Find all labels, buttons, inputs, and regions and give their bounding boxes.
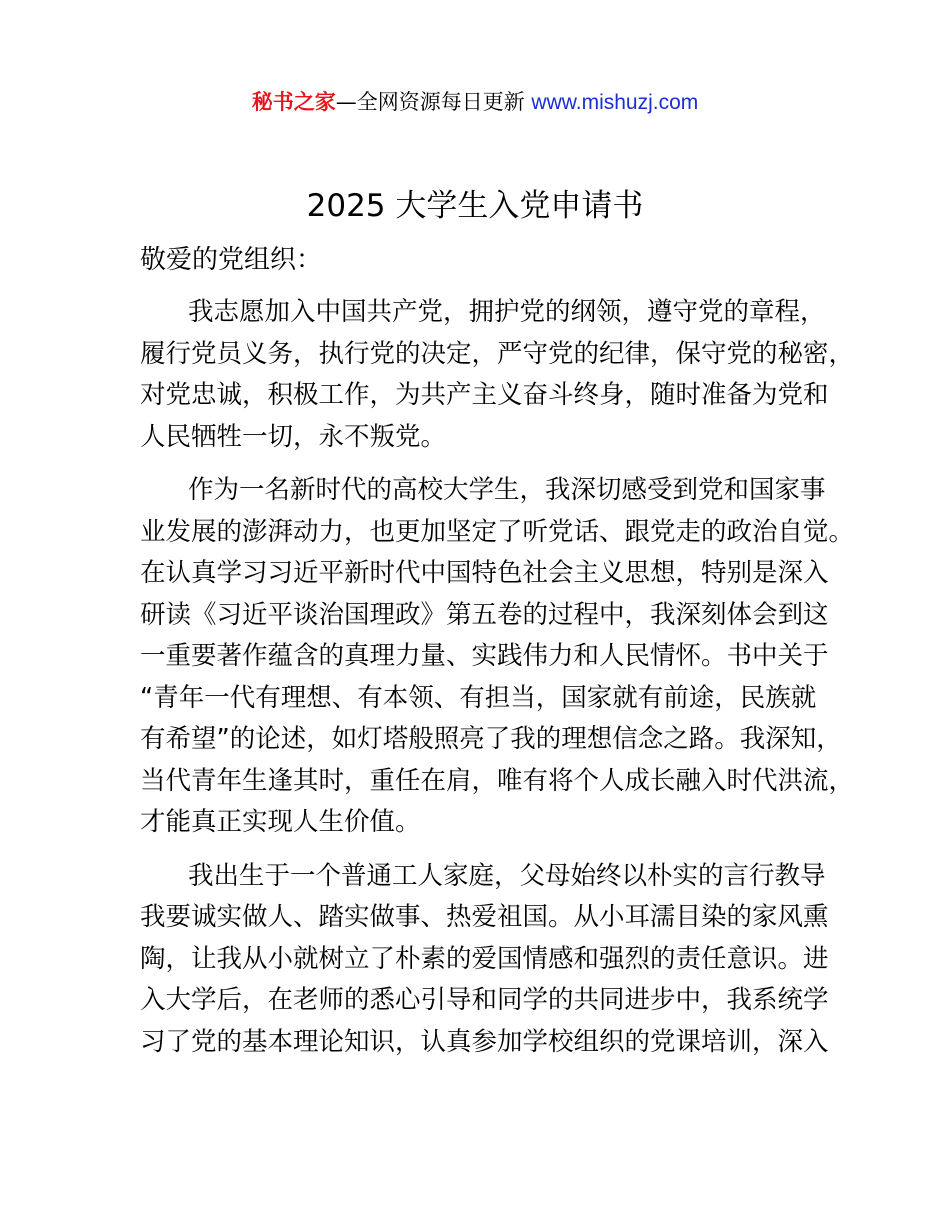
text-line: 习了党的基本理论知识，认真参加学校组织的党课培训，深入 [140,1026,829,1057]
text-line: 履行党员义务，执行党的决定，严守党的纪律，保守党的秘密， [140,338,855,369]
document-title: 2025 大学生入党申请书 [306,188,644,224]
text-line: 一重要著作蕴含的真理力量、实践伟力和人民情怀。书中关于 [140,641,829,671]
site-header [0,86,950,119]
document-body [140,292,855,1075]
brand-name: 秘书之家 [251,90,336,114]
text-line: 有希望”的论述，如灯塔般照亮了我的理想信念之路。我深知， [140,724,842,754]
text-line: 我出生于一个普通工人家庭，父母始终以朴实的言行教导 [188,860,826,891]
text-line: 入大学后，在老师的悉心引导和同学的共同进步中，我系统学 [140,985,829,1015]
text-line: 作为一名新时代的高校大学生，我深切感受到党和国家事 [188,475,826,505]
text-line: 在认真学习习近平新时代中国特色社会主义思想，特别是深入 [140,558,829,588]
text-line: 研读《习近平谈治国理政》第五卷的过程中，我深刻体会到这 [140,599,829,630]
header-separator: — [335,90,357,114]
paragraph-2 [140,470,855,844]
paragraph-1 [140,292,855,458]
text-line: 人民牺牲一切，永不叛党。 [140,421,447,452]
text-line: 业发展的澎湃动力，也更加坚定了听党话、跟党走的政治自觉。 [140,516,855,547]
site-url-link[interactable]: www.mishuzj.com [531,91,699,114]
text-line: 才能真正实现人生价值。 [140,807,421,837]
text-line: 我志愿加入中国共产党，拥护党的纲领，遵守党的章程， [188,297,826,327]
header-tagline: 全网资源每日更新 [356,90,525,114]
paragraph-3 [140,856,840,1064]
text-line: 陶，让我从小就树立了朴素的爱国情感和强烈的责任意识。进 [140,943,829,974]
text-line: “青年一代有理想、有本领、有担当，国家就有前途，民族就 [140,682,817,713]
text-line: 我要诚实做人、踏实做事、热爱祖国。从小耳濡目染的家风熏 [140,902,829,932]
text-line: 当代青年生逢其时，重任在肩，唯有将个人成长融入时代洪流， [140,765,855,796]
text-line: 对党忠诚，积极工作，为共产主义奋斗终身，随时准备为党和 [140,380,829,410]
greeting: 敬爱的党组织： [140,245,323,275]
